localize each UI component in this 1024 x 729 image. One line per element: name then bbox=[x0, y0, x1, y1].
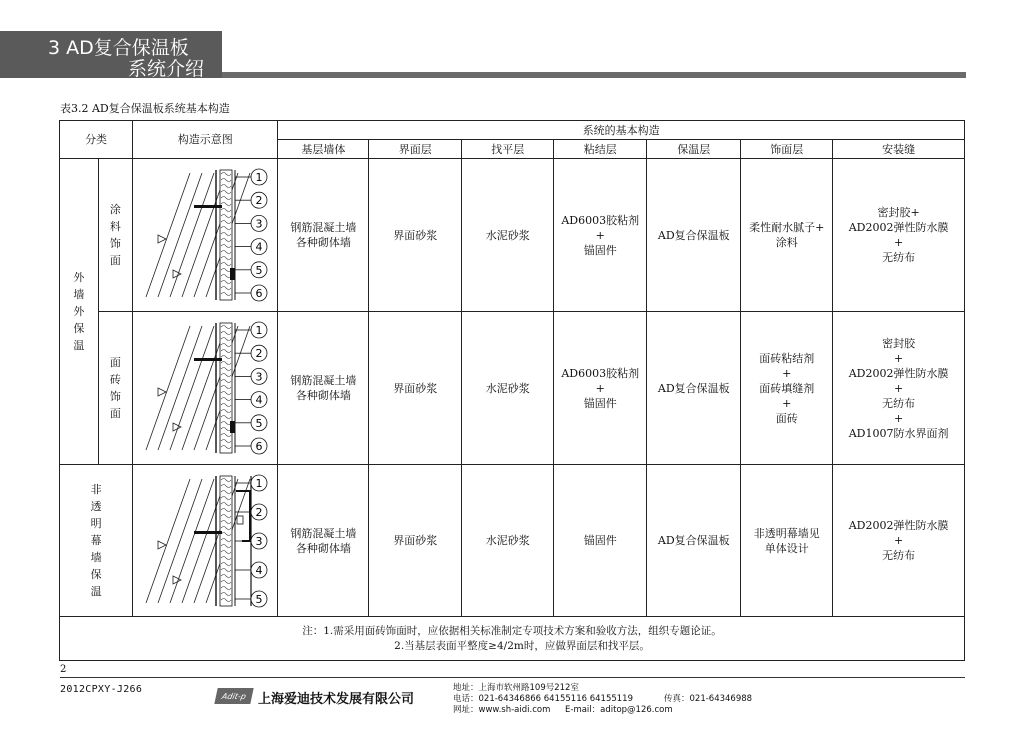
category-coating-finish: 涂料饰面 bbox=[98, 159, 132, 312]
wall-hatch bbox=[170, 326, 214, 450]
coating-section-diagram bbox=[138, 165, 273, 305]
company-email: E-mail：aditop@126.com bbox=[565, 705, 673, 715]
group-exterior-insulation: 外墙外保温 bbox=[60, 159, 99, 465]
note-2: 2.当基层表面平整度≥4/2m时，应做界面层和找平层。 bbox=[394, 639, 650, 652]
company-phone: 电话：021-64346866 64155116 64155119 bbox=[453, 694, 633, 704]
anchor-bolt bbox=[194, 358, 222, 361]
callout-number: 6 bbox=[255, 287, 263, 300]
col-header: 粘结层 bbox=[554, 140, 647, 159]
category-curtain-wall: 非透明幕墙保温 bbox=[60, 465, 133, 617]
company-logo: Adit-p bbox=[214, 688, 253, 704]
cell-base-wall: 钢筋混凝土墙 各种砌体墙 bbox=[278, 159, 369, 312]
cell-insulation: AD复合保温板 bbox=[647, 312, 741, 465]
cell-base-wall: 钢筋混凝土墙 各种砌体墙 bbox=[278, 465, 369, 617]
joint-sealant bbox=[230, 421, 235, 433]
cell-finish: 柔性耐水腻子+ 涂料 bbox=[741, 159, 833, 312]
curtain-section-diagram bbox=[138, 471, 273, 611]
cell-interface: 界面砂浆 bbox=[369, 159, 462, 312]
callout-number: 4 bbox=[255, 240, 263, 254]
callout-number: 2 bbox=[255, 505, 263, 519]
aggregate-mark bbox=[158, 541, 166, 549]
wall-hatch bbox=[170, 173, 214, 297]
callout-number: 6 bbox=[255, 440, 263, 453]
wall-hatch bbox=[158, 173, 202, 297]
construction-table bbox=[59, 120, 965, 661]
company-address: 地址：上海市软州路109号212室 bbox=[453, 683, 579, 693]
joint-sealant bbox=[230, 268, 235, 280]
col-header: 基层墙体 bbox=[278, 140, 369, 159]
footer-rule bbox=[60, 677, 965, 678]
header-title-line2: 系统介绍 bbox=[128, 58, 205, 80]
header-system: 系统的基本构造 bbox=[278, 121, 965, 140]
callout-number: 1 bbox=[255, 171, 263, 184]
cell-interface: 界面砂浆 bbox=[369, 465, 462, 617]
cell-joint: 密封胶 + AD2002弹性防水膜 + 无纺布 + AD1007防水界面剂 bbox=[833, 312, 965, 465]
callout-number: 3 bbox=[255, 534, 263, 548]
anchor-bolt bbox=[194, 205, 222, 208]
callout-number: 4 bbox=[255, 563, 263, 577]
callout-number: 2 bbox=[255, 194, 263, 208]
company-name: 上海爱迪技术发展有限公司 bbox=[258, 692, 415, 707]
page-number: 2 bbox=[60, 664, 67, 675]
cell-joint: AD2002弹性防水膜 + 无纺布 bbox=[833, 465, 965, 617]
diagram-tile bbox=[133, 312, 278, 465]
callout-number: 3 bbox=[255, 217, 263, 231]
cell-base-wall: 钢筋混凝土墙 各种砌体墙 bbox=[278, 312, 369, 465]
wall-hatch bbox=[158, 326, 202, 450]
wall-hatch bbox=[146, 326, 190, 450]
category-tile-finish: 面砖饰面 bbox=[98, 312, 132, 465]
callout-number: 3 bbox=[255, 370, 263, 384]
wall-hatch bbox=[146, 173, 190, 297]
wall-hatch bbox=[182, 326, 226, 450]
wall-hatch bbox=[182, 479, 226, 603]
header-rule bbox=[222, 72, 966, 78]
col-header: 安装缝 bbox=[833, 140, 965, 159]
cell-finish: 非透明幕墙见 单体设计 bbox=[741, 465, 833, 617]
wall-hatch bbox=[170, 479, 214, 603]
callout-number: 2 bbox=[255, 347, 263, 361]
company-fax: 传真：021-64346988 bbox=[664, 694, 753, 704]
header-diagram: 构造示意图 bbox=[133, 121, 278, 159]
callout-number: 1 bbox=[255, 476, 263, 490]
wall-hatch bbox=[158, 479, 202, 603]
header-category: 分类 bbox=[60, 121, 133, 159]
callout-number: 5 bbox=[255, 416, 263, 430]
col-header: 找平层 bbox=[462, 140, 554, 159]
document-code: 2012CPXY-J266 bbox=[60, 684, 143, 695]
callout-number: 5 bbox=[255, 592, 263, 606]
cell-bonding: 锚固件 bbox=[554, 465, 647, 617]
col-header: 界面层 bbox=[369, 140, 462, 159]
cell-insulation: AD复合保温板 bbox=[647, 465, 741, 617]
aggregate-mark bbox=[158, 388, 166, 396]
curtain-fixing bbox=[237, 516, 243, 524]
company-website: 网址：www.sh-aidi.com bbox=[453, 705, 551, 715]
header-title-line1: 3 AD复合保温板 bbox=[48, 37, 189, 59]
diagram-coating bbox=[133, 159, 278, 312]
anchor-bolt bbox=[194, 531, 222, 534]
callout-number: 5 bbox=[255, 263, 263, 277]
cell-joint: 密封胶+ AD2002弹性防水膜 + 无纺布 bbox=[833, 159, 965, 312]
table-caption: 表3.2 AD复合保温板系统基本构造 bbox=[60, 102, 230, 115]
cell-insulation: AD复合保温板 bbox=[647, 159, 741, 312]
tile-section-diagram bbox=[138, 318, 273, 458]
cell-bonding: AD6003胶粘剂 + 锚固件 bbox=[554, 159, 647, 312]
cell-bonding: AD6003胶粘剂 + 锚固件 bbox=[554, 312, 647, 465]
cell-finish: 面砖粘结剂 + 面砖填缝剂 + 面砖 bbox=[741, 312, 833, 465]
callout-number: 4 bbox=[255, 393, 263, 407]
table-notes bbox=[60, 617, 965, 661]
cell-leveling: 水泥砂浆 bbox=[462, 312, 554, 465]
note-1: 注：1.需采用面砖饰面时，应依据相关标准制定专项技术方案和验收方法，组织专题论证。 bbox=[302, 624, 722, 637]
col-header: 保温层 bbox=[647, 140, 741, 159]
aggregate-mark bbox=[158, 235, 166, 243]
cell-leveling: 水泥砂浆 bbox=[462, 159, 554, 312]
callout-number: 1 bbox=[255, 324, 263, 337]
diagram-curtain bbox=[133, 465, 278, 617]
col-header: 饰面层 bbox=[741, 140, 833, 159]
wall-hatch bbox=[146, 479, 190, 603]
cell-interface: 界面砂浆 bbox=[369, 312, 462, 465]
cell-leveling: 水泥砂浆 bbox=[462, 465, 554, 617]
wall-hatch bbox=[182, 173, 226, 297]
